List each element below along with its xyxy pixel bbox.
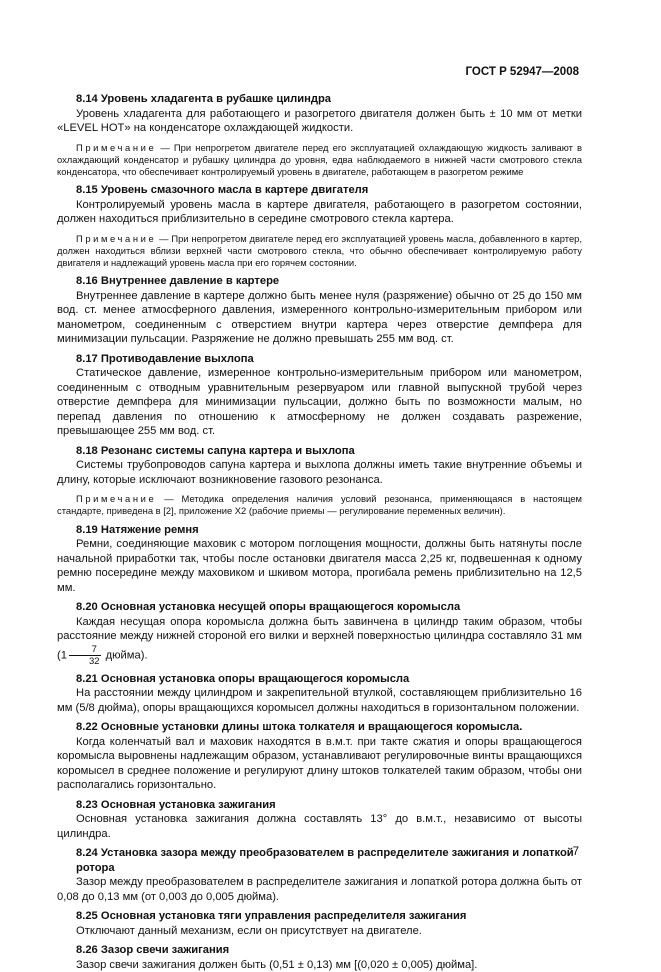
section-8-21 [57,672,582,716]
fraction [69,644,101,667]
section-text: Зазор между преобразователем в распределителе зажигания и лопаткой ротора должна быть от 0,08 до 0,13 мм (от 0,003 до 0,005 дюйма). [57,876,582,903]
section-note [57,142,582,179]
section-text: На расстоянии между цилиндром и закрепительной втулкой, составляющем приблизительно 16 мм (5/8 дюйма), опоры вращающихся коромысел должны находиться в горизонтальном положении. [57,687,582,714]
section-8-23 [57,798,582,842]
fraction-numerator: 7 [69,644,101,656]
section-text: Ремни, соединяющие маховик с мотором поглощения мощности, должны быть натянуты после начальной приработки так, чтобы после остановки двигателя масса 2,25 кг, подвешенная к одному ремню посередине между маховиком и шкивом мотора, прогибала ремень приблизительно на 12,5 мм. [57,538,582,594]
note-text: — Методика определения наличия условий резонанса, применяющаяся в настоящем стандарте, приведена в [2], приложение X2 (рабочие приемы — регулирование переменных величин). [57,493,582,517]
note-text: — При непрогретом двигателе перед его эксплуатацией уровень масла, добавленного в картер, должен находиться вблизи верхней части смотрового стекла, что обычно обеспечивает контролируемую работу двигателя и надлежащий уровень масла при его горячем состоянии. [57,232,582,269]
section-8-25 [57,909,582,938]
section-text: Системы трубопроводов сапуна картера и выхлопа должны иметь такие внутренние объемы и длину, которые исключают возникновение газового резонанса. [57,459,582,486]
note-label: Примечание [76,141,157,153]
section-8-19 [57,523,582,596]
section-8-16 [57,274,582,347]
section-text: Контролируемый уровень масла в картере двигателя, работающего в разогретом состоянии, должен находиться приблизительно в середине смотрового стекла картера. [57,198,582,226]
standard-header: ГОСТ Р 52947—2008 [465,66,579,78]
section-title: 8.19 Натяжение ремня [76,523,199,536]
text-after-fraction: дюйма). [102,649,148,662]
section-8-18 [57,444,582,518]
section-title: 8.25 Основная установка тяги управления распределителя зажигания [76,910,467,923]
section-text: Когда коленчатый вал и маховик находятся в в.м.т. при такте сжатия и опоры вращающегося коромысла выровнены надлежащим образом, устанавливают регулировочные винты вращающихся коромысел в среднее положение и регулируют длину штоков толкателей таким образом, чтобы они располагались горизонтально. [57,735,582,792]
text-before-fraction: Каждая несущая опора коромысла должна быть завинчена в цилиндр таким образом, чтобы расстояние между нижней стороной его вилки и верхней поверхностью цилиндра составляло 31 мм (1 [57,615,582,662]
section-text: Зазор свечи зажигания должен быть (0,51 ± 0,13) мм [(0,020 ± 0,005) дюйма]. [76,958,478,971]
section-8-20 [57,600,582,667]
section-8-24 [57,846,582,904]
section-title: 8.14 Уровень хладагента в рубашке цилиндра [76,93,332,105]
section-text: Уровень хладагента для работающего и разогретого двигателя должен быть ± 10 мм от метки «LEVEL HOT» на конденсаторе охлаждающей жидкости. [57,107,582,134]
section-title: 8.21 Основная установка опоры вращающегося коромысла [76,672,410,685]
section-text: Основная установка зажигания должна составлять 13° до в.м.т., независимо от высоты цилиндра. [57,813,582,840]
section-title: 8.17 Противодавление выхлопа [76,352,254,365]
section-title: 8.15 Уровень смазочного масла в картере двигателя [76,184,369,197]
fraction-denominator: 32 [88,655,100,667]
section-title: 8.23 Основная установка зажигания [76,798,276,811]
section-title: 8.16 Внутреннее давление в картере [76,275,280,288]
section-title: 8.22 Основные установки длины штока толкателя и вращающегося коромысла. [76,721,523,734]
note-text: — При непрогретом двигателе перед его эксплуатацией охлаждающую жидкость заливают в охлаждающий конденсатор и рубашку цилиндра до уровня, едва наблюдаемого в нижней части смотрового стекла конденсатора, что обеспечивает контролируемый уровень в двигателе, работающем в разогретом режиме [57,141,582,177]
note-label: Примечание [76,232,157,244]
section-text [57,615,582,667]
document-body [57,92,582,972]
section-8-14 [57,92,582,178]
section-note [57,493,582,517]
section-8-22 [57,720,582,793]
section-title: 8.20 Основная установка несущей опоры вращающегося коромысла [76,601,461,614]
section-text: Отключают данный механизм, если он присутствует на двигателе. [76,924,422,937]
section-title: 8.26 Зазор свечи зажигания [76,944,230,957]
section-text: Статическое давление, измеренное контрольно-измерительным прибором или манометром, соединенным с отводным уравнительным резервуаром или главной выпускной трубой через отверстие демпфера для минимизации пульсации, должно быть по возможности малым, но перепад давления по отношению к атмосферному не должен создавать разрежение, превышающее 255 мм вод. ст. [57,367,582,438]
section-note [57,233,582,270]
section-title: 8.24 Установка зазора между преобразователем в распределителе зажигания и лопаткой ротора [76,847,574,874]
page-number: 7 [572,846,579,858]
section-8-17 [57,352,582,439]
section-8-15 [57,183,582,269]
section-title: 8.18 Резонанс системы сапуна картера и выхлопа [76,444,355,457]
note-label: Примечание [76,493,157,505]
section-text: Внутреннее давление в картере должно быть менее нуля (разряжение) обычно от 25 до 150 мм вод. ст. менее атмосферного давления, измеренного контрольно-измерительным прибором или манометром, соединенным с отверстием внутри картера через отверстие демпфера для минимизации пульсации. Разряжение не должно превышать 255 мм вод. ст. [57,289,582,346]
section-8-26 [57,943,582,972]
